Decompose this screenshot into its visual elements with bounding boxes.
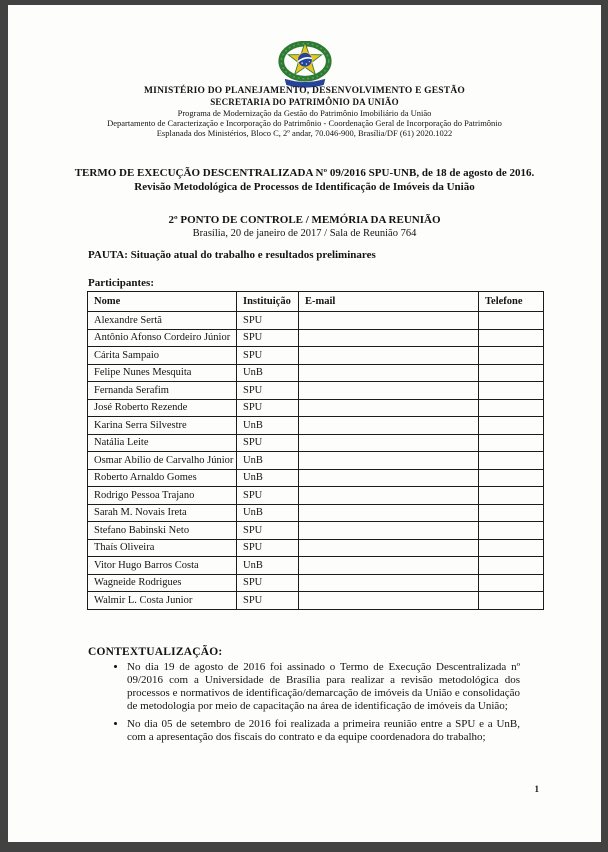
cell-telefone: [479, 417, 544, 435]
brazil-coat-of-arms-icon: [267, 41, 343, 88]
org-address: Esplanada dos Ministérios, Bloco C, 2º andar, 70.046-900, Brasília/DF (61) 2020.1022: [156, 128, 453, 139]
cell-instituicao: SPU: [237, 574, 299, 592]
cell-telefone: [479, 592, 544, 610]
cell-email: [299, 504, 479, 522]
col-header-instituicao: Instituição: [237, 292, 299, 312]
table-row: [88, 487, 544, 505]
cell-telefone: [479, 539, 544, 557]
document-title: [18, 167, 591, 194]
department-name: Departamento de Caracterização e Incorporação do Patrimônio - Coordenação Geral de Incorporação do Patrimônio: [107, 117, 502, 128]
table-row: [88, 539, 544, 557]
document-title-line2: Revisão Metodológica de Processos de Identificação de Imóveis da União: [134, 180, 475, 193]
cell-nome: Sarah M. Novais Ireta: [88, 504, 237, 522]
cell-telefone: [479, 312, 544, 330]
cell-instituicao: SPU: [237, 592, 299, 610]
pauta-line: [88, 249, 376, 261]
meeting-subheading: Brasília, 20 de janeiro de 2017 / Sala de Reunião 764: [192, 228, 417, 239]
cell-email: [299, 539, 479, 557]
list-item: • No dia 19 de agosto de 2016 foi assinado o Termo de Execução Descentralizada nº 09/2016 com a Universidade de Brasília para realizar a revisão metodológica dos processos e normativos de identificação/demarcação de imóveis da União e consolidação de metodologia por meio de capacitação na área de identificação de imóveis da União;: [127, 661, 520, 713]
cell-nome: Fernanda Serafim: [88, 382, 237, 400]
cell-telefone: [479, 557, 544, 575]
cell-email: [299, 364, 479, 382]
cell-email: [299, 452, 479, 470]
contextualizacao-section: [88, 646, 520, 749]
list-item: • No dia 05 de setembro de 2016 foi realizada a primeira reunião entre a SPU e a UnB, com a apresentação dos fiscais do contrato e da equipe coordenadora do trabalho;: [127, 718, 520, 744]
cell-instituicao: SPU: [237, 329, 299, 347]
participants-label: Participantes:: [88, 277, 154, 289]
table-row: [88, 399, 544, 417]
cell-nome: Karina Serra Silvestre: [88, 417, 237, 435]
cell-telefone: [479, 452, 544, 470]
participants-table: [87, 291, 544, 610]
table-row: [88, 557, 544, 575]
cell-nome: Alexandre Sertã: [88, 312, 237, 330]
pauta-label: PAUTA:: [88, 249, 128, 261]
cell-email: [299, 487, 479, 505]
table-row: [88, 382, 544, 400]
col-header-nome: Nome: [88, 292, 237, 312]
cell-telefone: [479, 329, 544, 347]
cell-telefone: [479, 364, 544, 382]
cell-nome: Thaís Oliveira: [88, 539, 237, 557]
cell-telefone: [479, 574, 544, 592]
table-row: [88, 417, 544, 435]
contextualizacao-heading: CONTEXTUALIZAÇÃO:: [88, 646, 223, 658]
cell-instituicao: SPU: [237, 487, 299, 505]
meeting-heading: 2º PONTO DE CONTROLE / MEMÓRIA DA REUNIÃO: [168, 214, 441, 226]
cell-instituicao: SPU: [237, 522, 299, 540]
table-row: [88, 452, 544, 470]
cell-telefone: [479, 399, 544, 417]
program-name: Programa de Modernização da Gestão do Patrimônio Imobiliário da União: [177, 107, 432, 118]
cell-instituicao: UnB: [237, 469, 299, 487]
cell-telefone: [479, 434, 544, 452]
table-row: [88, 364, 544, 382]
cell-nome: Vitor Hugo Barros Costa: [88, 557, 237, 575]
cell-nome: Stefano Babinski Neto: [88, 522, 237, 540]
cell-telefone: [479, 382, 544, 400]
cell-nome: Wagneide Rodrigues: [88, 574, 237, 592]
table-row: [88, 592, 544, 610]
cell-instituicao: SPU: [237, 539, 299, 557]
cell-email: [299, 592, 479, 610]
cell-email: [299, 312, 479, 330]
table-row: [88, 574, 544, 592]
cell-instituicao: SPU: [237, 382, 299, 400]
cell-instituicao: UnB: [237, 504, 299, 522]
table-row: [88, 522, 544, 540]
cell-instituicao: UnB: [237, 364, 299, 382]
secretariat-name: SECRETARIA DO PATRIMÔNIO DA UNIÃO: [210, 97, 399, 107]
cell-email: [299, 399, 479, 417]
cell-email: [299, 347, 479, 365]
cell-email: [299, 329, 479, 347]
cell-nome: Cárita Sampaio: [88, 347, 237, 365]
col-header-email: E-mail: [299, 292, 479, 312]
contextualizacao-list: [88, 661, 520, 744]
document-title-line1: TERMO DE EXECUÇÃO DESCENTRALIZADA Nº 09/2016 SPU-UNB, de 18 de agosto de 2016.: [74, 167, 535, 179]
cell-email: [299, 469, 479, 487]
document-page: [8, 5, 601, 842]
cell-instituicao: SPU: [237, 434, 299, 452]
cell-nome: Natália Leite: [88, 434, 237, 452]
table-row: [88, 312, 544, 330]
table-row: [88, 504, 544, 522]
cell-instituicao: UnB: [237, 557, 299, 575]
cell-email: [299, 382, 479, 400]
cell-nome: Rodrigo Pessoa Trajano: [88, 487, 237, 505]
cell-telefone: [479, 522, 544, 540]
cell-telefone: [479, 487, 544, 505]
cell-email: [299, 574, 479, 592]
cell-nome: Antônio Afonso Cordeiro Júnior: [88, 329, 237, 347]
table-header-row: [88, 292, 544, 312]
cell-nome: Felipe Nunes Mesquita: [88, 364, 237, 382]
cell-email: [299, 417, 479, 435]
cell-nome: Walmir L. Costa Junior: [88, 592, 237, 610]
table-row: [88, 469, 544, 487]
table-row: [88, 434, 544, 452]
col-header-telefone: Telefone: [479, 292, 544, 312]
cell-instituicao: SPU: [237, 399, 299, 417]
cell-instituicao: UnB: [237, 417, 299, 435]
pauta-text: Situação atual do trabalho e resultados preliminares: [130, 249, 376, 261]
meeting-heading-block: [8, 214, 601, 240]
cell-email: [299, 522, 479, 540]
cell-nome: José Roberto Rezende: [88, 399, 237, 417]
cell-nome: Osmar Abílio de Carvalho Júnior: [88, 452, 237, 470]
cell-telefone: [479, 347, 544, 365]
cell-email: [299, 434, 479, 452]
cell-instituicao: SPU: [237, 312, 299, 330]
page-number: 1: [534, 784, 539, 794]
ministry-name: MINISTÉRIO DO PLANEJAMENTO, DESENVOLVIMENTO E GESTÃO: [144, 86, 465, 96]
cell-email: [299, 557, 479, 575]
cell-nome: Roberto Arnaldo Gomes: [88, 469, 237, 487]
cell-telefone: [479, 504, 544, 522]
cell-telefone: [479, 469, 544, 487]
org-header: [8, 86, 601, 139]
table-row: [88, 347, 544, 365]
table-row: [88, 329, 544, 347]
cell-instituicao: SPU: [237, 347, 299, 365]
cell-instituicao: UnB: [237, 452, 299, 470]
